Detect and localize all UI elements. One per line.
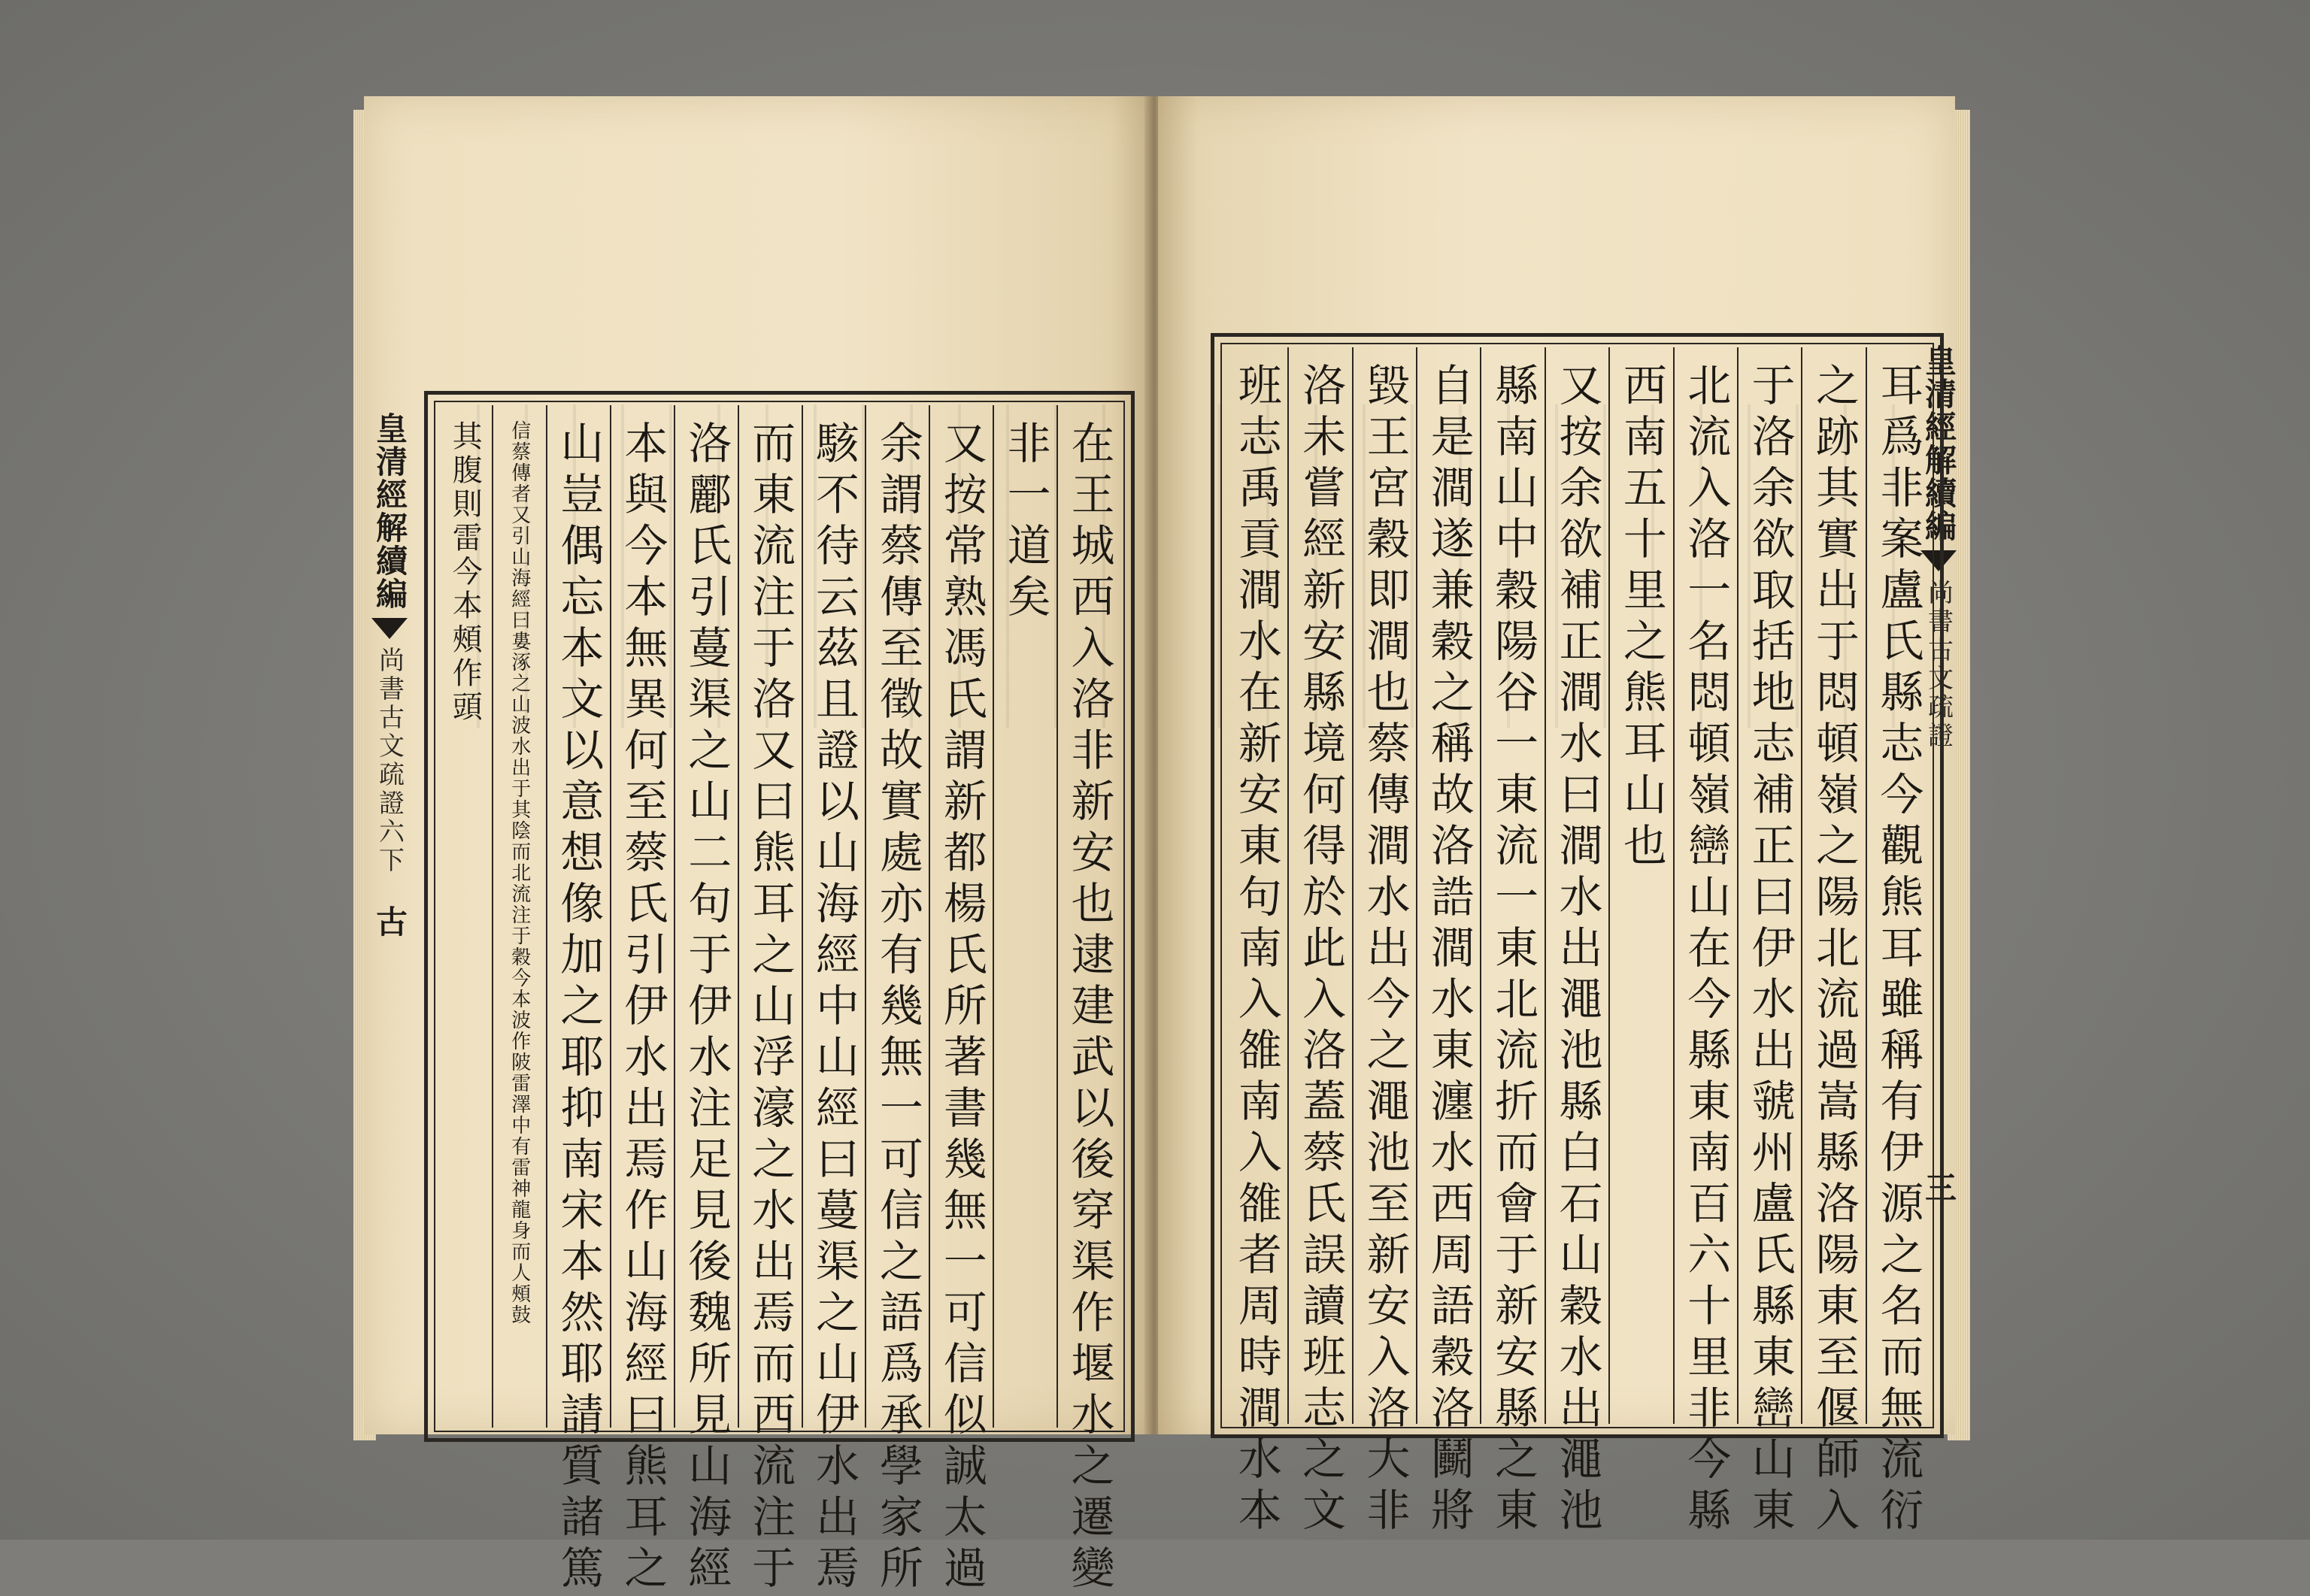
- column-text: 縣南山中穀陽谷一東流一東北流折而會于新安縣之東: [1487, 362, 1539, 1538]
- annotation-text: 信蔡傳者又引山海經曰婁涿之山波水出于其陰而北流注于穀今本波作陂雷澤中有雷神龍身而人頰鼓: [508, 420, 531, 1325]
- left-page-banxin: [373, 412, 406, 1434]
- column-text: 而東流注于洛又曰熊耳之山浮濠之水出焉而西流注于: [744, 420, 796, 1596]
- text-column: [1737, 347, 1801, 1538]
- text-column: [993, 405, 1056, 1428]
- text-column: [802, 405, 865, 1596]
- column-text: 毀王宮穀即澗也蔡傳澗水出今之澠池至新安入洛大非: [1359, 362, 1411, 1538]
- text-column: [1225, 347, 1287, 1538]
- text-column: [1801, 347, 1865, 1538]
- text-column: [674, 405, 738, 1596]
- column-text: 耳爲非案盧氏縣志今觀熊耳雖稱有伊源之名而無流衍: [1872, 362, 1924, 1538]
- text-column: [1287, 347, 1351, 1538]
- banxin-subtitle: 尚書古文疏證: [1923, 579, 1954, 750]
- text-column: [1545, 347, 1608, 1538]
- text-column: [546, 405, 610, 1596]
- annotation-column: [438, 405, 491, 1428]
- column-text: 本與今本無異何至蔡氏引伊水出焉作山海經曰熊耳之: [617, 420, 668, 1596]
- left-text-columns: [438, 405, 1120, 1596]
- column-text: 自是澗遂兼穀之稱故洛誥澗水東瀍水西周語穀洛鬭將: [1423, 362, 1475, 1538]
- folio-number: 三: [1920, 1171, 1957, 1203]
- text-column: [738, 405, 802, 1596]
- column-text: 洛未嘗經新安縣境何得於此入洛蓋蔡氏誤讀班志之文: [1295, 362, 1347, 1538]
- text-column: [1352, 347, 1416, 1538]
- column-text: 班志禹貢澗水在新安東句南入雒南入雒者周時澗水本: [1230, 362, 1282, 1538]
- column-text: 之跡其實出于悶頓嶺之陽北流過嵩縣洛陽東至偃師入: [1808, 362, 1860, 1538]
- folio-number: 古: [371, 905, 408, 937]
- text-column: [1056, 405, 1120, 1596]
- right-page: [1158, 96, 1957, 1538]
- text-column: [929, 405, 993, 1596]
- banxin-title: 皇清經解續編: [1920, 344, 1957, 543]
- text-column: [1673, 347, 1737, 1538]
- column-text: 西南五十里之熊耳山也: [1615, 362, 1667, 874]
- text-column: [1416, 347, 1480, 1538]
- annotation-column: [492, 405, 546, 1428]
- text-column: [610, 405, 674, 1596]
- left-text-frame: [424, 391, 1135, 1596]
- right-text-columns: [1225, 347, 1930, 1538]
- banxin-title: 皇清經解續編: [371, 412, 408, 610]
- column-text: 又按常熟馮氏謂新都楊氏所著書幾無一可信似誠太過: [935, 420, 987, 1596]
- text-column: [865, 405, 929, 1596]
- column-text: 北流入洛一名悶頓嶺巒山在今縣東南百六十里非今縣: [1680, 362, 1732, 1538]
- annotation-text: 其腹則雷今本頰作頭: [447, 420, 483, 725]
- banxin-subtitle: 尚書古文疏證六下: [374, 647, 405, 875]
- right-text-frame: [1211, 333, 1944, 1538]
- text-column: [1480, 347, 1544, 1538]
- column-text: 非一道矣: [999, 420, 1051, 625]
- fishtail-mark-icon: [371, 618, 408, 639]
- open-book: [353, 89, 1970, 1596]
- text-column: [1866, 347, 1930, 1538]
- text-column: [1608, 347, 1672, 1424]
- column-text: 山豈偶忘本文以意想像加之耶抑南宋本然耶請質諸篤: [553, 420, 605, 1596]
- column-text: 洛酈氏引蔓渠之山二句于伊水注足見後魏所見山海經: [681, 420, 732, 1596]
- column-text: 又按余欲補正澗水曰澗水出澠池縣白石山穀水出澠池: [1551, 362, 1603, 1538]
- column-text: 駭不待云茲且證以山海經中山經曰蔓渠之山伊水出焉: [808, 420, 859, 1596]
- column-text: 于洛余欲取括地志補正曰伊水出虢州盧氏縣東巒山東: [1744, 362, 1796, 1538]
- left-page: [364, 96, 1150, 1596]
- column-text: 在王城西入洛非新安也逮建武以後穿渠作堰水之遷變: [1063, 420, 1115, 1596]
- column-text: 余謂蔡傳至徵故實處亦有幾無一可信之語爲承學家所: [872, 420, 923, 1596]
